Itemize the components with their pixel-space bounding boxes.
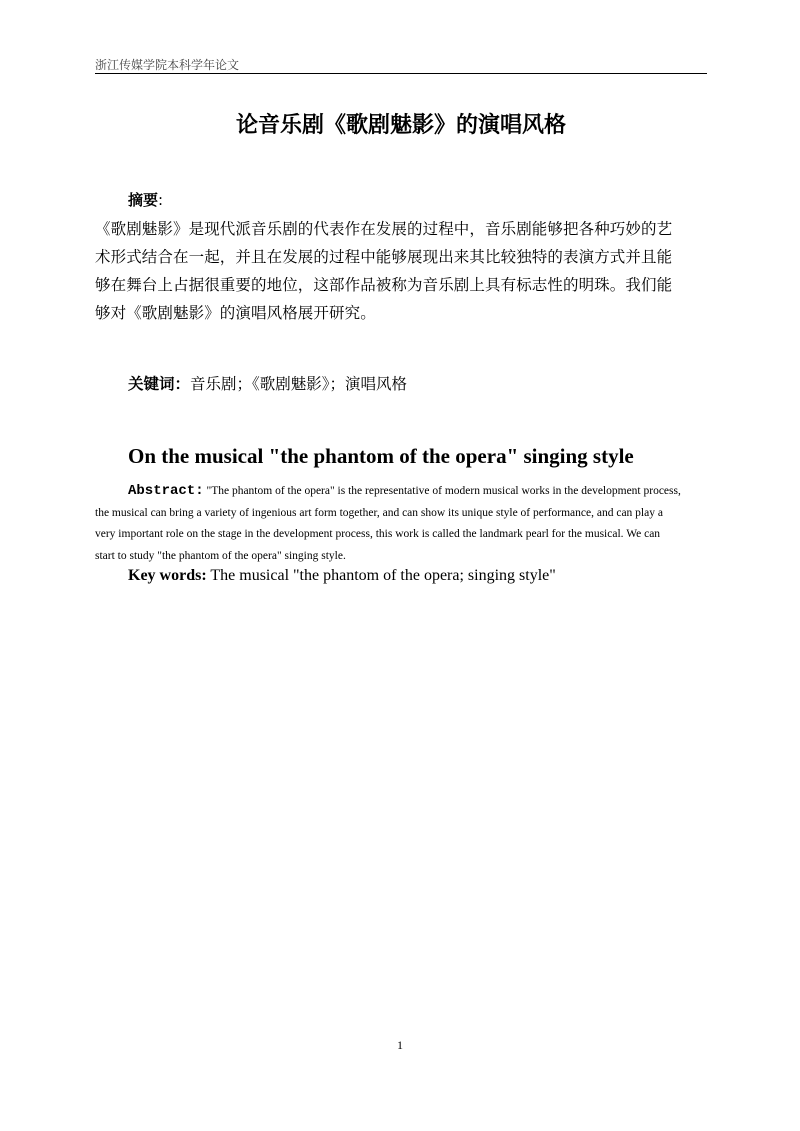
chinese-abstract-body: [95, 215, 707, 327]
english-abstract-label: Abstract:: [128, 483, 204, 499]
chinese-abstract-heading: [128, 189, 163, 210]
chinese-keywords-text: 音乐剧；《歌剧魅影》；演唱风格: [190, 375, 408, 393]
english-abstract: [95, 481, 707, 567]
chinese-keywords-label: 关键词：: [128, 375, 191, 393]
chinese-title: 论音乐剧《歌剧魅影》的演唱风格: [235, 113, 566, 138]
english-title: On the musical "the phantom of the opera" singing style: [128, 444, 634, 468]
english-keywords-text: The musical "the phantom of the opera; singing style": [206, 567, 556, 584]
english-keywords-label: Key words:: [128, 567, 207, 584]
english-abstract-line: the musical can bring a variety of ingenious art form together, and can show its unique style of performance, and can play a: [95, 506, 663, 519]
running-header: 浙江传媒学院本科学年论文: [95, 58, 240, 72]
header-rule: [95, 73, 707, 74]
chinese-abstract-line: 够在舞台上占据很重要的地位，这部作品被称为音乐剧上具有标志性的明珠。我们能: [95, 276, 673, 294]
page-number: 1: [397, 1038, 403, 1052]
chinese-abstract-colon: :: [158, 191, 164, 209]
chinese-abstract-line: 够对《歌剧魅影》的演唱风格展开研究。: [95, 304, 376, 322]
chinese-abstract-label: 摘要: [128, 191, 159, 209]
english-abstract-text: "The phantom of the opera" is the representative of modern musical works in the development process,: [203, 485, 681, 497]
english-abstract-line: [95, 481, 707, 503]
english-abstract-line: very important role on the stage in the development process, this work is called the landmark pearl for the musical. We can: [95, 528, 661, 540]
english-abstract-line: start to study "the phantom of the opera" singing style.: [95, 549, 346, 562]
chinese-abstract-line: 《歌剧魅影》是现代派音乐剧的代表作在发展的过程中，音乐剧能够把各种巧妙的艺: [95, 220, 673, 238]
chinese-abstract-line: 术形式结合在一起，并且在发展的过程中能够展现出来其比较独特的表演方式并且能: [95, 248, 673, 266]
english-keywords: [128, 567, 556, 585]
chinese-keywords: [128, 372, 407, 394]
